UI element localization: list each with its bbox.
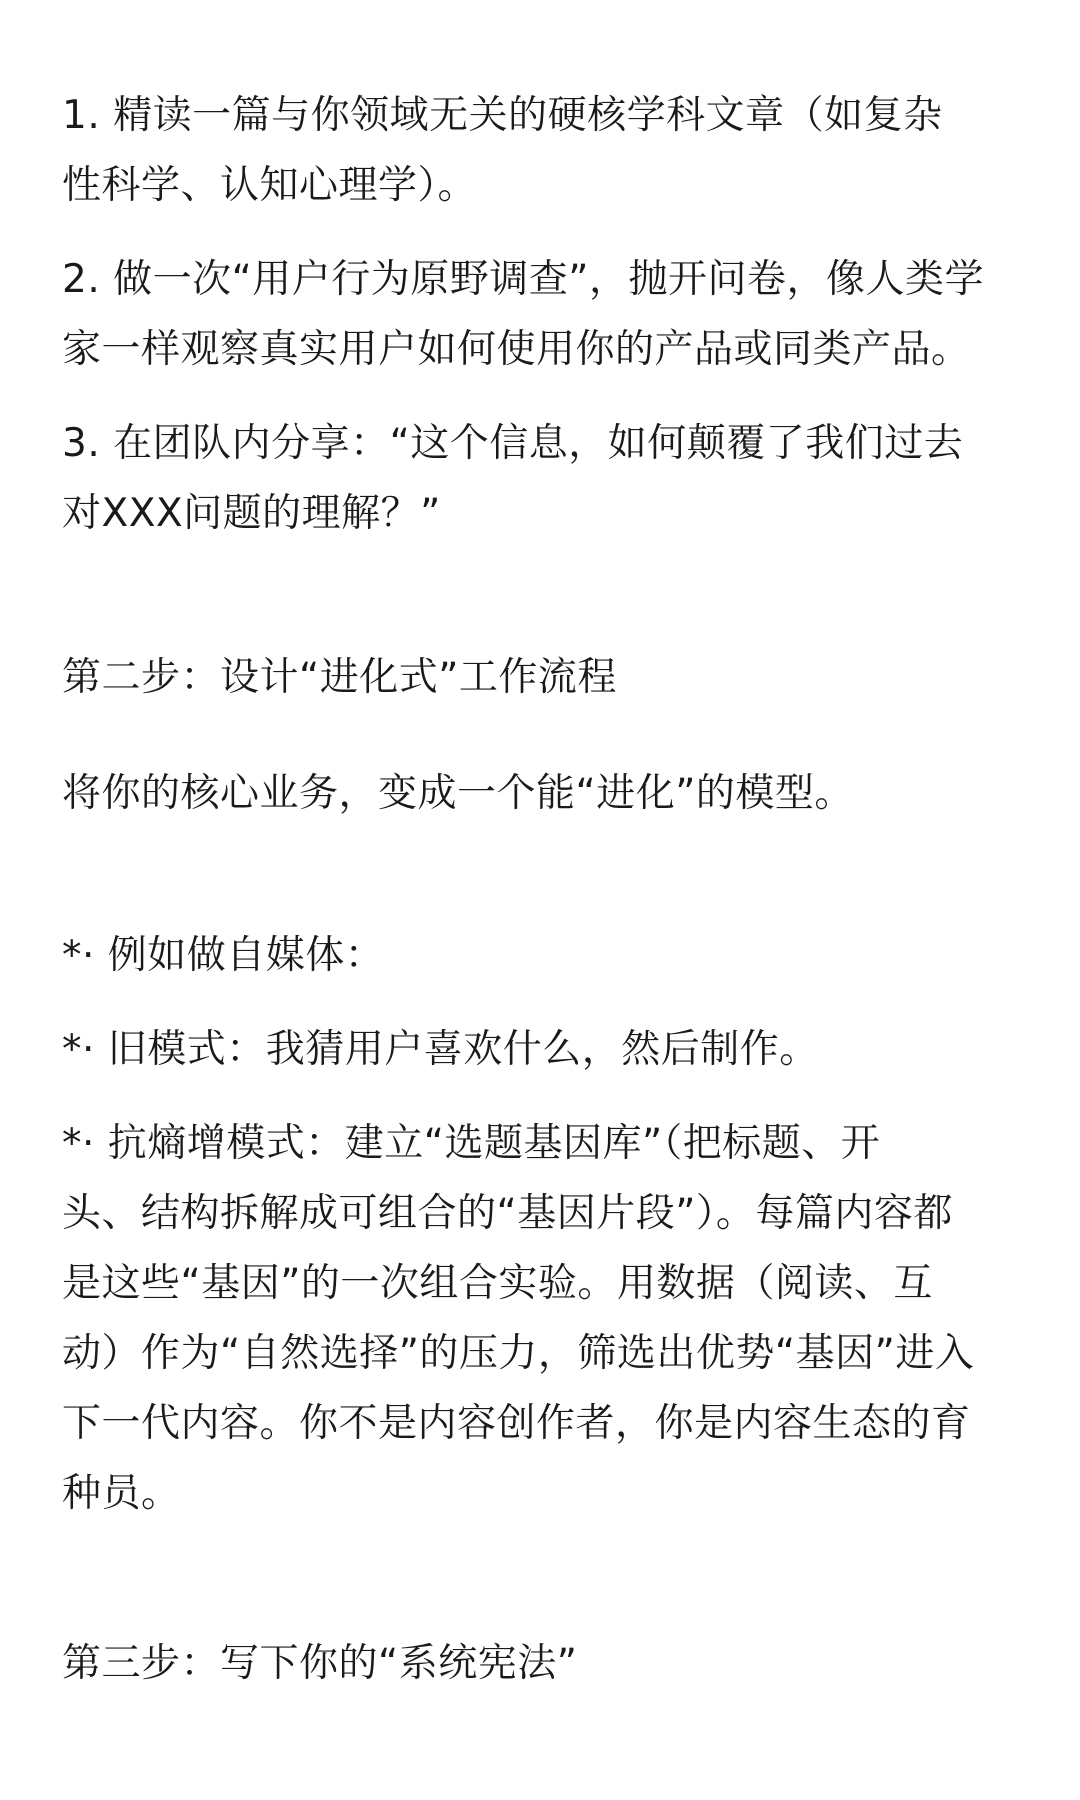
bullet-line: 是这些“基因”的一次组合实验。用数据（阅读、互 bbox=[62, 1261, 933, 1306]
bullet-line: *· 抗熵增模式：建立“选题基因库”（把标题、开 bbox=[62, 1121, 881, 1166]
bullet-line: 头、结构拆解成可组合的“基因片段”）。每篇内容都 bbox=[62, 1191, 953, 1236]
text-line: 性科学、认知心理学）。 bbox=[62, 163, 478, 208]
step3-heading: 第三步：写下你的“系统宪法” bbox=[62, 1641, 578, 1686]
text-line: 家一样观察真实用户如何使用你的产品或同类产品。 bbox=[62, 327, 971, 372]
text-line: 对XXX问题的理解？” bbox=[62, 491, 441, 536]
step2-heading: 第二步：设计“进化式”工作流程 bbox=[62, 655, 617, 700]
step2-intro: 将你的核心业务，变成一个能“进化”的模型。 bbox=[62, 771, 854, 816]
bullet-line: 种员。 bbox=[62, 1471, 181, 1516]
text-line: 2. 做一次“用户行为原野调查”，抛开问卷，像人类学 bbox=[62, 257, 985, 302]
text-line: 1. 精读一篇与你领域无关的硬核学科文章（如复杂 bbox=[62, 93, 943, 138]
bullet-line: 下一代内容。你不是内容创作者，你是内容生态的育 bbox=[62, 1401, 971, 1446]
text-line: 3. 在团队内分享：“这个信息，如何颠覆了我们过去 bbox=[62, 421, 964, 466]
bullet-line: *· 例如做自媒体： bbox=[62, 933, 385, 978]
bullet-line: *· 旧模式：我猜用户喜欢什么，然后制作。 bbox=[62, 1027, 819, 1072]
bullet-line: 动）作为“自然选择”的压力，筛选出优势“基因”进入 bbox=[62, 1331, 975, 1376]
